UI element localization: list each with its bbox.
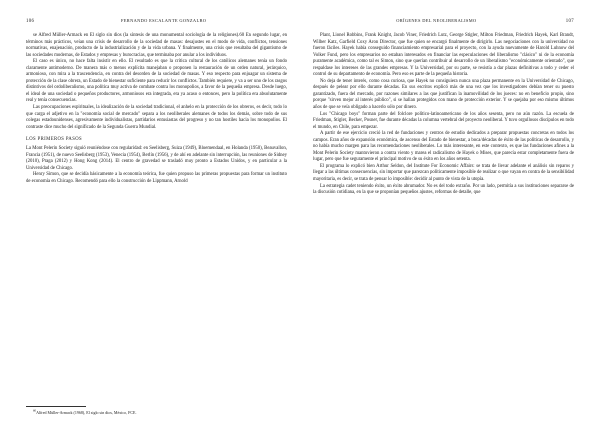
right-page-folio: 107 [565, 19, 574, 24]
footnote-marker: 60 [33, 408, 37, 413]
paragraph: El programa lo explicó bien Arthur Seldon, del Institute For Economic Affairs: se trata de llevar adelante el análisis sin reparos y llegar a las últimas consecuencias, sin importar que parezcan políticamente imposible de realizar o que vayan en contra de la sensibilidad mayoritaria, es decir, se trata de pensar lo imposible: decidir al punto de vista de la utopía. [313, 163, 574, 183]
footnote-area [26, 402, 287, 415]
paragraph: A partir de ese ejercicio creció la red de fundaciones y centros de estudio dedicados a preparar propuestas concretas en todos los campos. Eran años de expansión económica, de ascenso del Estado de bienestar, a boca/décadas de éxito de las políticas de desarrollo, y no había mucho margen para las recomendaciones neoliberales. Lo más interesante, en este contexto, es que las fundaciones afines a la Mont Pelerin Society mantuvieron a contra viento y marea el radicalismo de Hayek o Mises, que parecía estar completamente fuera de lugar, pero que fue seguramente el principal motivo de su éxito en los años setenta. [313, 131, 574, 163]
paragraph: Los "Chicago boys" forman parte del folclore político-latinoamericano de los años sesenta, pero no aún razón. La escuela de Friedman, Stigler, Becker, Posner, fue durante décadas la columna vertebral del proyecto neoliberal. Y tuvo orgullosos discípulos en todo el mundo, en Chile, para empezar. [313, 111, 574, 130]
left-page-running-title: FERNANDO ESCALANTE GONZALBO [120, 18, 207, 23]
footnote-text: Alfred Müller-Armack (1968), El siglo sin dios, México, FCE. [36, 409, 137, 415]
paragraph: Las preocupaciones espirituales, la idealización de la sociedad tradicional, el anhelo en la protección de los obreros, es decir, todo lo que carga el adjetivo en la "economía social de mercado" separa a los neoliberales alemanes de todos los demás, sobre todo de sus colegas estadounidenses, agresivamente individualistas, partidarios entusiastas del progreso y no tan hostiles hacia los monopolios. El contraste dice mucho del significado de la Segunda Guerra Mundial. [26, 105, 287, 130]
right-page-running-head [313, 18, 574, 25]
footnote-separator [26, 406, 86, 407]
left-page-running-head [26, 18, 287, 25]
page-columns [26, 18, 574, 415]
paragraph: se Alfred Müller-Armack en El siglo sin dios (la síntesis de una monumental sociología de la religiones).60 En segundo lugar, en términos más prácticos, veían una crisis de desarrollo de la sociedad de masas: desajustes en el modo de vida, conflictos, tensiones normativas, enajenación, producto de la industrialización y de la vida urbana. Y finalmente, una crisis que resultaba del gigantismo de las sociedades modernas, de Estados y empresas y burocracias, que terminaba por anular a los individuos. [26, 33, 287, 58]
left-page-folio: 106 [26, 19, 35, 24]
right-page-body [313, 33, 574, 197]
right-page-running-title: ORÍGENES DEL NEOLIBERALISMO [396, 18, 477, 23]
paragraph: La Mont Pelerin Society siguió reuniéndose con regularidad: en Seelisberg, Suiza (1949), Bloemendaal, en Holanda (1950), Beauvallon, Francia (1951), de nuevo Seelisberg (1953), Venecia (1954), Berlín (1956), y de ahí en adelante sin interrupción, las reuniones de Sidney (2010), Praga (2012) y Hong Kong (2014). El centro de gravedad se trasladó muy pronto a Estados Unidos, y en particular a la Universidad de Chicago. [26, 146, 287, 171]
left-page [26, 18, 287, 415]
paragraph: La estrategia cadet teniendo éxito, un éxito abrumador. No es del todo extraño. Por un lado, permitía a sus instituciones separarse de la discusión cotidiana, en la que se proponían pequeños ajustes, reformas de detalle, que [313, 183, 574, 196]
right-page [313, 18, 574, 415]
paragraph: El caso es único, no hace falta insistir en ello. El resultado es que la crítica cultural de los católicos alemanes tenía un fondo claramente antimoderno. De manera más o menos explícita manejaban o proponen la restauración de un orden natural, jerárquico, armonioso, con mira a la trascendencia, en contra del desorden de la sociedad de masas. Y eso respecto para enjuagar un sistema de protección de la clase obrera, un Estado de bienestar suficiente para reducir los conflictos. También requiere, y va a ser uno de los rasgos distintivos del ordoliberalismo, una política muy activa de combate contra los monopolios, a favor de la pequeña empresa. Desde luego, el ideal de una sociedad o pequeños productores, armoniosos era integrada, era ya acaso o entonces, pero la política era absolutamente real y tenía consecuencias. [26, 59, 287, 104]
section-heading: LOS PRIMEROS PASOS [26, 137, 83, 143]
paragraph: Plant, Lionel Robbins, Frank Knight, Jacob Viner, Friedrich Lutz, George Stigler, Milton Friedman, Friedrich Hayek, Karl Brandt, Wilber Katz, Garfield Coxy Aron Director, que fue quien se encargó finalmente de dirigirlo. Las negociaciones con la universidad no fueron fáciles. Hayek había conseguido financiamiento empresarial para el proyecto, con la ayuda nuevamente de Harold Luhnow del Volker Fund, pero los empresarios no estaban interesados en financiar las especulaciones del liberalismo "clásico" ni de la economía puramente académica, como tal es Simon, sino que querían contribuir al desarrollo de un liberalismo "económicamente orientado", que respaldase los intereses de las grandes empresas. Y la Universidad, por su parte, se resistía a dar plazas definitivas a todo y ceder el control de su departamento de economía. Pero eso es parte de la pequeña historia. [313, 33, 574, 78]
footnote [26, 410, 287, 415]
paragraph: Henry Simon, que se decidía básicamente a la economía teórica, fue quien propuso las primeras propuestas para formar un instituto de economía en Chicago. Recomendó para ello la construcción de Lippmann, Arnold [26, 172, 287, 184]
left-page-body [26, 33, 287, 185]
paragraph: No deja de tener interés, como cosa curiosa, que Hayek no consiguiera nunca una plaza permanente en la Universidad de Chicago, después de pelear por ello durante décadas. En sus escritos explicó más de una vez que los investigadores debían tener su puesto garantizado, fuera del mercado, por razones similares a las que justifican la inamovilidad de los jueces: no en beneficio propio, sino porque "sirven mejor al interés público", si se hallan protegidos con mano de protección exterior. Y se quejaba por eso mismo últimos años de que se veía obligado a hacerlo sólo por dinero. [313, 78, 574, 111]
